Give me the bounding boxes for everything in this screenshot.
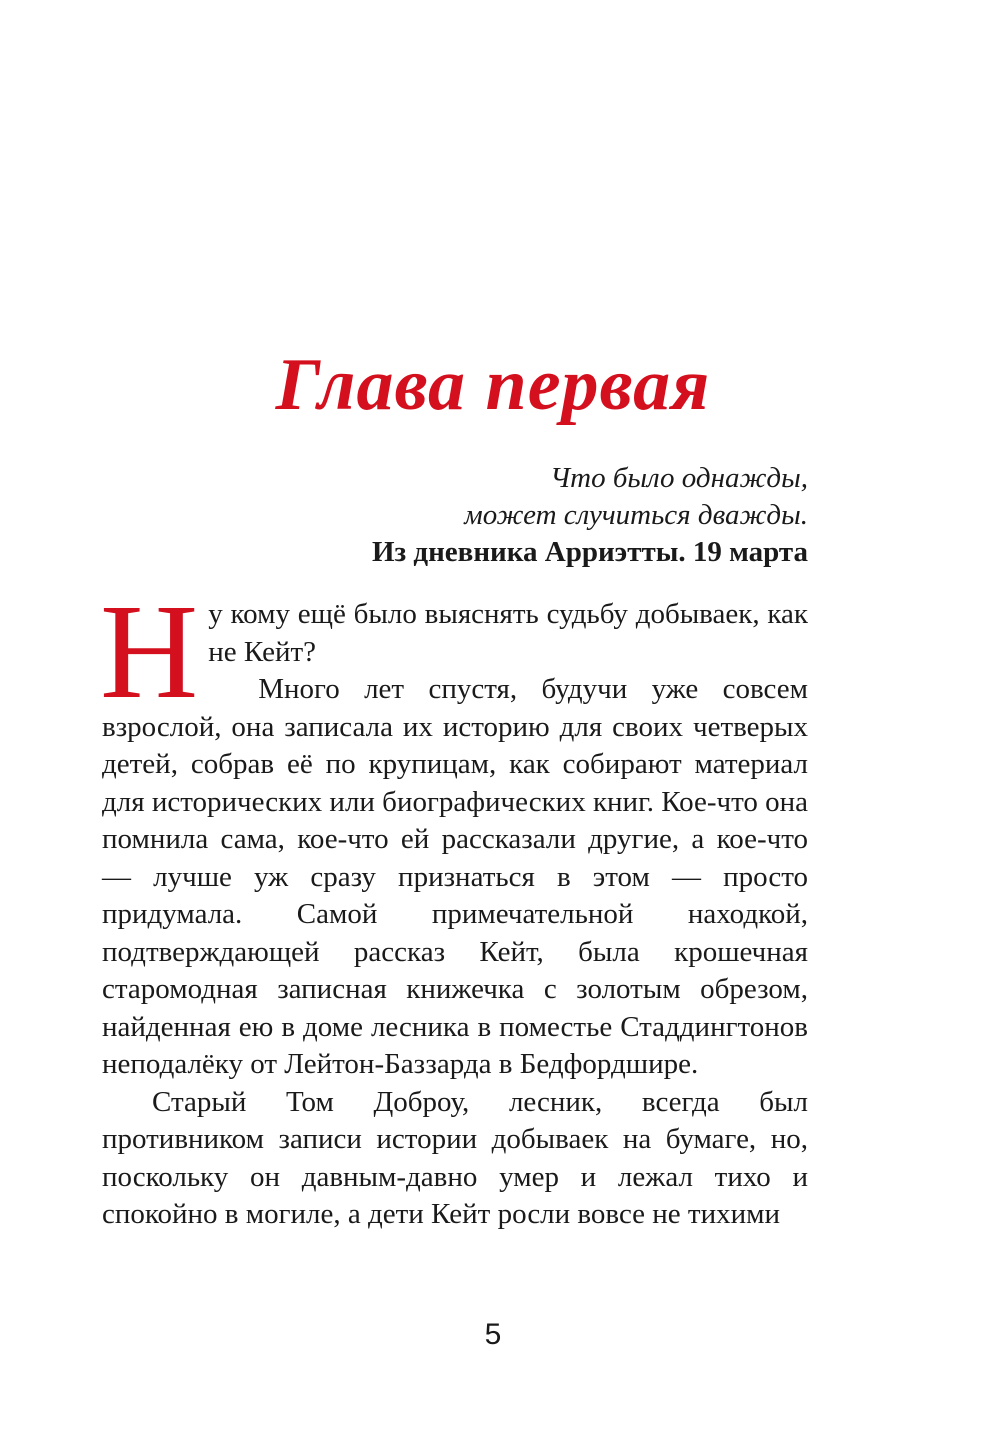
paragraph: Старый Том Доброу, лесник, всегда был противником записи истории добываек на бумаге, но, поскольку он давным-давно умер и лежал тихо и спокойно в могиле, а дети Кейт росли вовсе не тихими [102, 1085, 808, 1230]
paragraph: Много лет спустя, будучи уже совсем взрослой, она записала их историю для своих четверых детей, собрав её по крупицам, как собирают материал для исторических или биографических книг. Кое-что она помнила сама, кое-что ей рассказали другие, а кое-что — лучше уж сразу признаться в этом — просто придумала. Самой примечательной находкой, подтверждающей рассказ Кейт, была крошечная старомодная записная книжечка с золотым обрезом, найденная ею в доме лесника в поместье Стаддингтонов неподалёку от Лейтон-Баззарда в Бедфордшире. [102, 673, 808, 1080]
epigraph-line: Что было однажды, [550, 462, 808, 494]
epigraph-line: может случиться дважды. [464, 499, 808, 531]
paragraph [100, 577, 808, 727]
page-number: 5 [484, 1318, 502, 1351]
epigraph-source: Из дневника Арриэтты. 19 марта [371, 536, 808, 568]
chapter-title: Глава первая [275, 344, 711, 426]
epigraph [248, 460, 808, 571]
drop-cap: Н [100, 577, 199, 727]
paragraph-text: у кому ещё было выяснять судьбу добываек, как не Кейт? [208, 598, 808, 668]
body-text [100, 577, 808, 1234]
